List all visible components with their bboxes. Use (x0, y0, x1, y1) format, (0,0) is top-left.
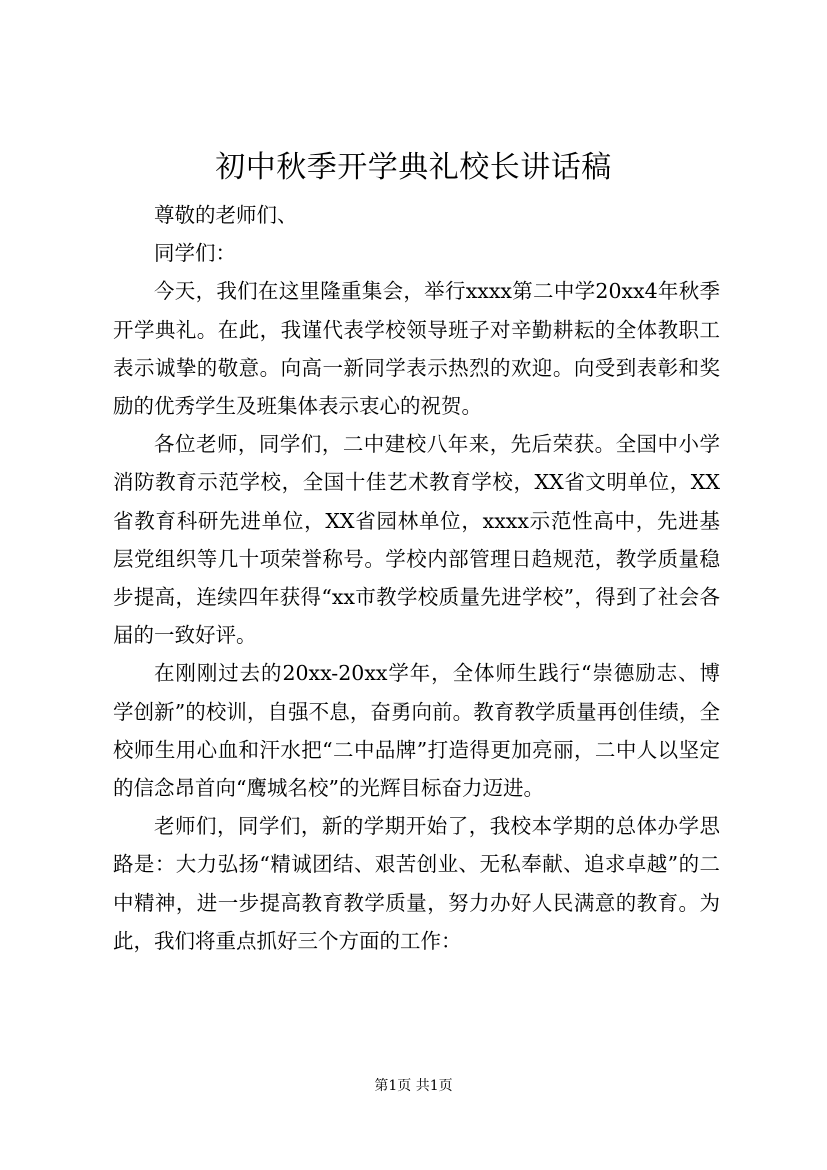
paragraph-opening: 今天，我们在这里隆重集会，举行xxxx第二中学20xx4年秋季开学典礼。在此，我谨代表学校领导班子对辛勤耕耘的全体教职工表示诚挚的敬意。向高一新同学表示热烈的欢迎。向受到表彰和奖励的优秀学生及班集体表示衷心的祝贺。 (113, 279, 720, 419)
paragraph-honors: 各位老师，同学们，二中建校八年来，先后荣获。全国中小学消防教育示范学校，全国十佳艺术教育学校，XX省文明单位，XX省教育科研先进单位，XX省园林单位，xxxx示范性高中，先进基层党组织等几十项荣誉称号。学校内部管理日趋规范，教学质量稳步提高，连续四年获得“xx市教学校质量先进学校”，得到了社会各届的一致好评。 (113, 432, 720, 648)
page-number-footer: 第1页 共1页 (374, 1078, 453, 1094)
salutation-line-2: 同学们： (154, 241, 236, 266)
document-body (113, 196, 720, 960)
salutation-line-1: 尊敬的老师们、 (154, 203, 298, 227)
paragraph-past-year: 在刚刚过去的20xx-20xx学年，全体师生践行“崇德励志、博学创新”的校训，自强不息，奋勇向前。教育教学质量再创佳绩，全校师生用心血和汗水把“二中品牌”打造得更加亮丽，二中人以坚定的信念昂首向“鹰城名校”的光辉目标奋力迈进。 (113, 661, 720, 801)
document-title: 初中秋季开学典礼校长讲话稿 (215, 150, 612, 185)
paragraph-new-semester: 老师们，同学们，新的学期开始了，我校本学期的总体办学思路是：大力弘扬“精诚团结、艰苦创业、无私奉献、追求卓越”的二中精神，进一步提高教育教学质量，努力办好人民满意的教育。为此，我们将重点抓好三个方面的工作： (113, 814, 720, 953)
